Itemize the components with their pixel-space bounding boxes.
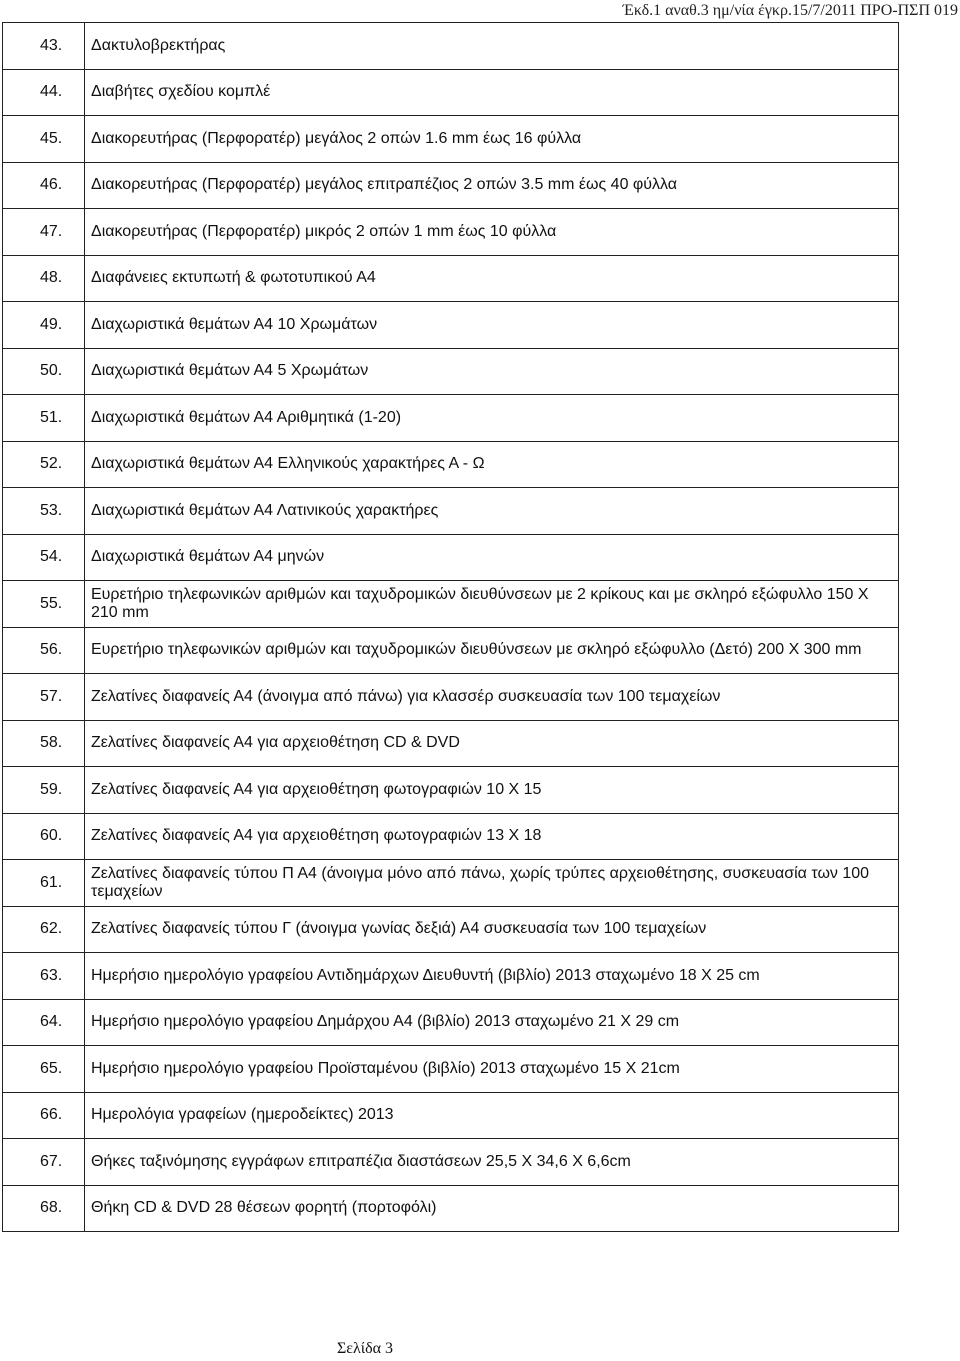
table-row [3, 999, 899, 1046]
item-description: Θήκες ταξινόμησης εγγράφων επιτραπέζια διαστάσεων 25,5 Χ 34,6 Χ 6,6cm [85, 1139, 899, 1186]
table-row [3, 813, 899, 860]
item-description: Διακορευτήρας (Περφορατέρ) μεγάλος 2 οπών 1.6 mm έως 16 φύλλα [85, 116, 899, 163]
table-row [3, 488, 899, 535]
item-number: 66. [3, 1092, 85, 1139]
item-number: 51. [3, 395, 85, 442]
item-number: 48. [3, 255, 85, 302]
table-row [3, 255, 899, 302]
table-row [3, 627, 899, 674]
table-row [3, 906, 899, 953]
item-description: Διακορευτήρας (Περφορατέρ) μικρός 2 οπών 1 mm έως 10 φύλλα [85, 209, 899, 256]
item-number: 57. [3, 674, 85, 721]
item-number: 47. [3, 209, 85, 256]
item-number: 59. [3, 767, 85, 814]
item-number: 63. [3, 953, 85, 1000]
item-description: Ημερήσιο ημερολόγιο γραφείου Προϊσταμένου (βιβλίο) 2013 σταχωμένο 15 Χ 21cm [85, 1046, 899, 1093]
item-description: Ζελατίνες διαφανείς Α4 (άνοιγμα από πάνω) για κλασσέρ συσκευασία των 100 τεμαχείων [85, 674, 899, 721]
item-description: Ζελατίνες διαφανείς τύπου Γ (άνοιγμα γωνίας δεξιά) Α4 συσκευασία των 100 τεμαχείων [85, 906, 899, 953]
table-row [3, 1139, 899, 1186]
item-description: Διαχωριστικά θεμάτων Α4 5 Χρωμάτων [85, 348, 899, 395]
table-row [3, 162, 899, 209]
item-number: 45. [3, 116, 85, 163]
item-number: 49. [3, 302, 85, 349]
item-number: 62. [3, 906, 85, 953]
table-row [3, 581, 899, 628]
item-description: Διαχωριστικά θεμάτων Α4 Λατινικούς χαρακτήρες [85, 488, 899, 535]
item-description: Δακτυλοβρεκτήρας [85, 23, 899, 70]
item-number: 58. [3, 720, 85, 767]
item-description: Ζελατίνες διαφανείς Α4 για αρχειοθέτηση φωτογραφιών 10 Χ 15 [85, 767, 899, 814]
table-row [3, 674, 899, 721]
table-row [3, 348, 899, 395]
item-number: 44. [3, 69, 85, 116]
table-row [3, 860, 899, 907]
table-row [3, 1046, 899, 1093]
item-number: 56. [3, 627, 85, 674]
item-number: 68. [3, 1185, 85, 1232]
table-row [3, 1185, 899, 1232]
table-row [3, 69, 899, 116]
item-description: Ημερήσιο ημερολόγιο γραφείου Δημάρχου Α4 (βιβλίο) 2013 σταχωμένο 21 Χ 29 cm [85, 999, 899, 1046]
item-number: 61. [3, 860, 85, 907]
page-number: Σελίδα 3 [336, 1340, 393, 1357]
item-description: Ζελατίνες διαφανείς τύπου Π Α4 (άνοιγμα μόνο από πάνω, χωρίς τρύπες αρχειοθέτησης, συσκευασία των 100 τεμαχείων [85, 860, 899, 907]
item-number: 53. [3, 488, 85, 535]
item-number: 43. [3, 23, 85, 70]
item-description: Ημερολόγια γραφείων (ημεροδείκτες) 2013 [85, 1092, 899, 1139]
table-row [3, 720, 899, 767]
table-row [3, 534, 899, 581]
table-row [3, 209, 899, 256]
item-number: 60. [3, 813, 85, 860]
item-description: Ημερήσιο ημερολόγιο γραφείου Αντιδημάρχων Διευθυντή (βιβλίο) 2013 σταχωμένο 18 Χ 25 cm [85, 953, 899, 1000]
item-number: 52. [3, 441, 85, 488]
table-row [3, 395, 899, 442]
item-description: Διαχωριστικά θεμάτων Α4 Αριθμητικά (1-20) [85, 395, 899, 442]
table-row [3, 953, 899, 1000]
item-description: Ζελατίνες διαφανείς Α4 για αρχειοθέτηση φωτογραφιών 13 Χ 18 [85, 813, 899, 860]
table-row [3, 116, 899, 163]
table-row [3, 23, 899, 70]
item-description: Διαβήτες σχεδίου κομπλέ [85, 69, 899, 116]
item-description: Διαχωριστικά θεμάτων Α4 10 Χρωμάτων [85, 302, 899, 349]
item-description: Διαφάνειες εκτυπωτή & φωτοτυπικού Α4 [85, 255, 899, 302]
item-description: Ζελατίνες διαφανείς Α4 για αρχειοθέτηση CD & DVD [85, 720, 899, 767]
item-number: 67. [3, 1139, 85, 1186]
item-description: Διαχωριστικά θεμάτων Α4 μηνών [85, 534, 899, 581]
item-number: 46. [3, 162, 85, 209]
table-row [3, 441, 899, 488]
item-description: Ευρετήριο τηλεφωνικών αριθμών και ταχυδρομικών διευθύνσεων με σκληρό εξώφυλλο (Δετό) 200 Χ 300 mm [85, 627, 899, 674]
item-number: 65. [3, 1046, 85, 1093]
document-header: Έκδ.1 αναθ.3 ημ/νία έγκρ.15/7/2011 ΠΡΟ-ΠΣΠ 019 [622, 2, 958, 19]
table-row [3, 302, 899, 349]
item-number: 54. [3, 534, 85, 581]
item-number: 64. [3, 999, 85, 1046]
item-number: 55. [3, 581, 85, 628]
item-description: Διαχωριστικά θεμάτων Α4 Ελληνικούς χαρακτήρες Α - Ω [85, 441, 899, 488]
item-description: Ευρετήριο τηλεφωνικών αριθμών και ταχυδρομικών διευθύνσεων με 2 κρίκους και με σκληρό εξώφυλλο 150 Χ 210 mm [85, 581, 899, 628]
item-description: Θήκη CD & DVD 28 θέσεων φορητή (πορτοφόλι) [85, 1185, 899, 1232]
items-table [2, 22, 899, 1232]
table-row [3, 1092, 899, 1139]
item-description: Διακορευτήρας (Περφορατέρ) μεγάλος επιτραπέζιος 2 οπών 3.5 mm έως 40 φύλλα [85, 162, 899, 209]
table-row [3, 767, 899, 814]
item-number: 50. [3, 348, 85, 395]
